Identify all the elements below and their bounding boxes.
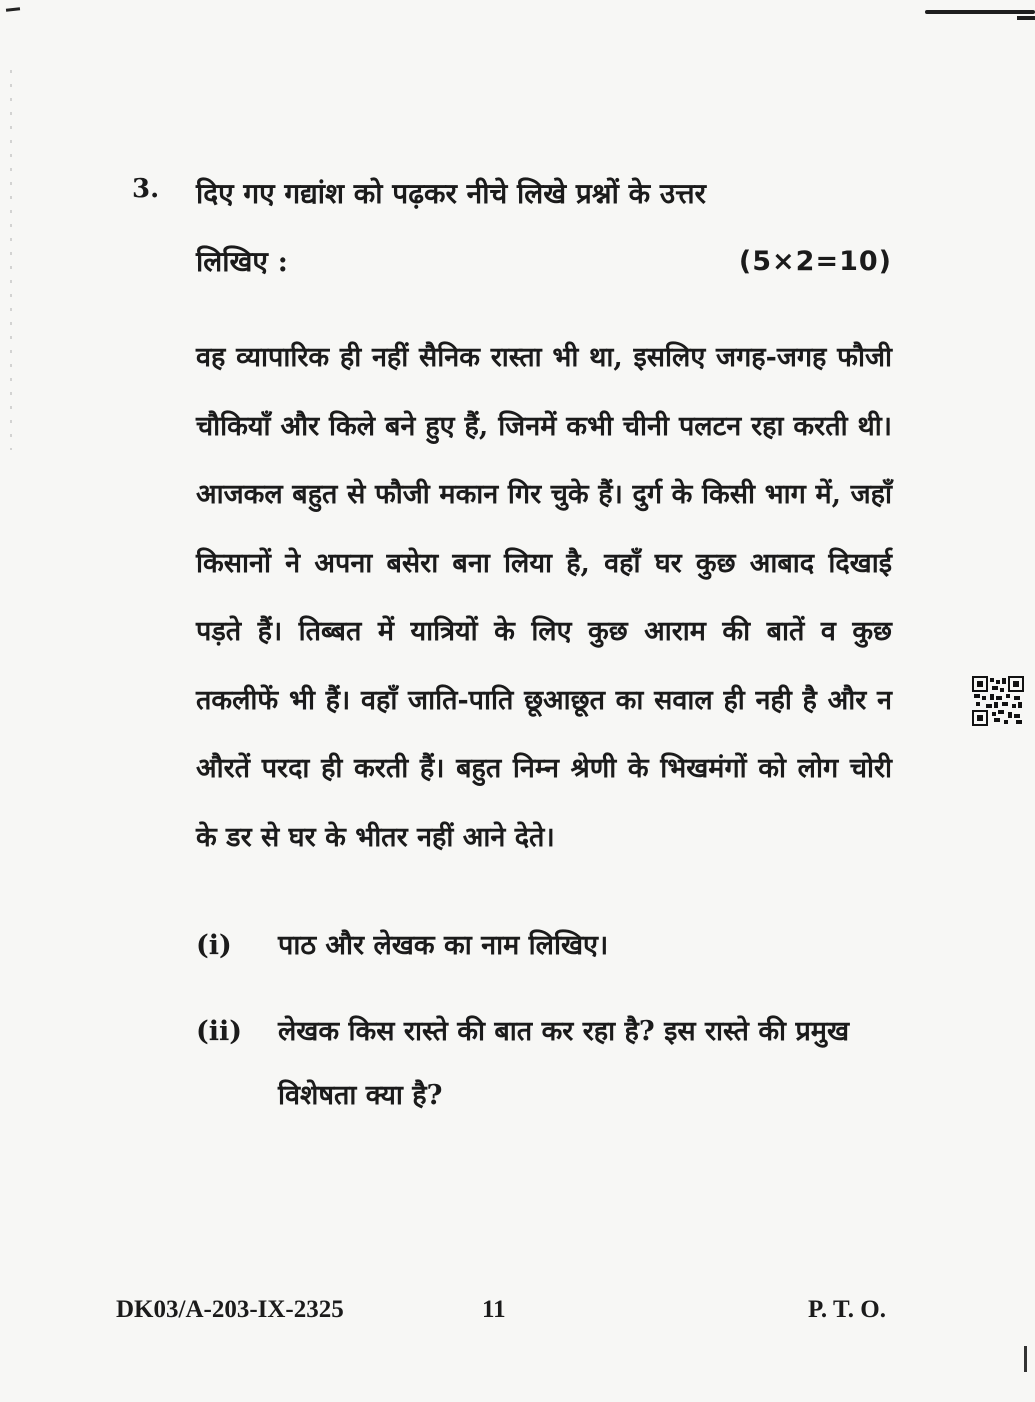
question-number: 3. — [132, 174, 160, 204]
please-turn-over: P. T. O. — [807, 1296, 886, 1323]
subquestion-number: (i) — [196, 930, 232, 961]
question-heading-line1: दिए गए गद्यांश को पढ़कर नीचे लिखे प्रश्नों के उत्तर — [196, 177, 707, 210]
scan-mark-top-right — [925, 10, 1035, 14]
question-3 — [132, 160, 892, 1150]
question-heading-line2-row — [196, 228, 892, 296]
subquestion-1 — [196, 914, 892, 978]
scan-mark-top-left — [6, 7, 20, 11]
subquestion-number: (ii) — [196, 1016, 243, 1047]
subquestion-text: लेखक किस रास्ते की बात कर रहा है? इस रास्ते की प्रमुख विशेषता क्या है? — [278, 1016, 850, 1111]
subquestion-text: पाठ और लेखक का नाम लिखिए। — [278, 930, 609, 961]
scan-mark-bottom-right — [1024, 1346, 1027, 1372]
passage-text: वह व्यापारिक ही नहीं सैनिक रास्ता भी था, इसलिए जगह-जगह फौजी चौकियाँ और किले बने हुए हैं, जिनमें कभी चीनी पलटन रहा करती थी। आजकल बहुत से फौजी मकान गिर चुके हैं। दुर्ग के किसी भाग में, जहाँ किसानों ने अपना बसेरा बना लिया है, वहाँ घर कुछ आबाद दिखाई पड़ते हैं। तिब्बत में यात्रियों के लिए कुछ आराम की बातें व कुछ तकलीफें भी हैं। वहाँ जाति-पाति छूआछूत का सवाल ही नही है और न औरतें परदा ही करती हैं। बहुत निम्न श्रेणी के भिखमंगों को लोग चोरी के डर से घर के भीतर नहीं आने देते। — [196, 342, 892, 853]
page-number: 11 — [482, 1296, 506, 1323]
question-heading — [196, 160, 892, 296]
question-marks: (5×2=10) — [738, 246, 892, 277]
question-heading-line2: लिखिए : — [196, 245, 288, 278]
subquestion-list — [196, 914, 892, 1128]
subquestion-2 — [196, 1000, 892, 1128]
scan-edge-dots — [10, 70, 12, 450]
paper-code: DK03/A-203-IX-2325 — [116, 1296, 344, 1323]
qr-code-icon — [972, 676, 1024, 726]
